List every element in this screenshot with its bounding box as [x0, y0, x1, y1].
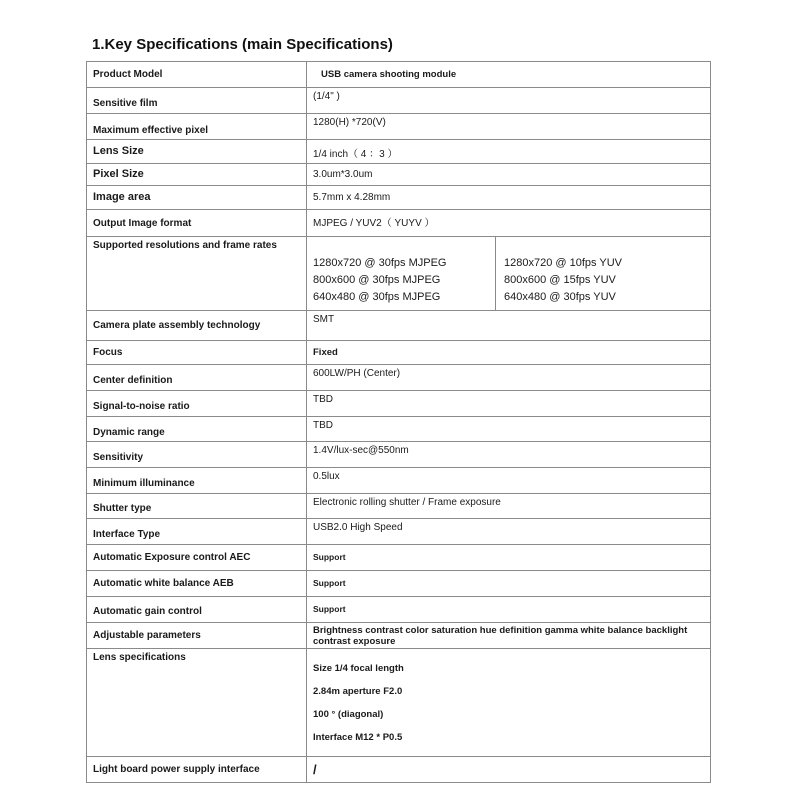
spec-label: Minimum illuminance — [87, 468, 307, 494]
spec-label: Product Model — [87, 62, 307, 88]
table-row — [87, 210, 711, 237]
spec-value: USB camera shooting module — [307, 62, 711, 88]
spec-label: Shutter type — [87, 494, 307, 519]
spec-label: Lens specifications — [87, 649, 307, 757]
spec-label: Sensitivity — [87, 442, 307, 468]
spec-value: 5.7mm x 4.28mm — [307, 186, 711, 210]
table-row — [87, 62, 711, 88]
spec-label: Signal-to-noise ratio — [87, 391, 307, 417]
table-row — [87, 597, 711, 623]
spec-label: Pixel Size — [87, 164, 307, 186]
spec-value: 3.0um*3.0um — [307, 164, 711, 186]
table-row — [87, 140, 711, 164]
table-row — [87, 365, 711, 391]
table-row — [87, 468, 711, 494]
spec-label: Focus — [87, 341, 307, 365]
table-row — [87, 88, 711, 114]
spec-value: 1/4 inch（ 4 ：3 ） — [307, 140, 711, 164]
spec-table — [86, 61, 711, 783]
spec-label: Adjustable parameters — [87, 623, 307, 649]
spec-label: Sensitive film — [87, 88, 307, 114]
spec-label: Interface Type — [87, 519, 307, 545]
spec-label: Supported resolutions and frame rates — [87, 237, 307, 311]
mjpeg-resolutions — [307, 237, 496, 310]
spec-value: TBD — [307, 391, 711, 417]
spec-label: Camera plate assembly technology — [87, 311, 307, 341]
lens-specs-list — [307, 649, 711, 757]
table-row — [87, 519, 711, 545]
table-row — [87, 649, 711, 757]
spec-label: Maximum effective pixel — [87, 114, 307, 140]
spec-value: 1280(H) *720(V) — [307, 114, 711, 140]
spec-value: Support — [307, 571, 711, 597]
lens-spec-item: Size 1/4 focal length — [313, 662, 404, 674]
spec-label: Image area — [87, 186, 307, 210]
spec-label: Automatic gain control — [87, 597, 307, 623]
table-row — [87, 571, 711, 597]
table-row — [87, 311, 711, 341]
resolution-item: 640x480 @ 30fps YUV — [504, 291, 616, 303]
spec-value: USB2.0 High Speed — [307, 519, 711, 545]
spec-value: 1.4V/lux-sec@550nm — [307, 442, 711, 468]
spec-label: Lens Size — [87, 140, 307, 164]
table-row — [87, 164, 711, 186]
spec-value: Support — [307, 597, 711, 623]
lens-spec-item: 2.84m aperture F2.0 — [313, 685, 403, 697]
resolution-item: 640x480 @ 30fps MJPEG — [313, 291, 441, 303]
spec-value: 0.5lux — [307, 468, 711, 494]
table-row — [87, 417, 711, 442]
lens-spec-item: Interface M12 * P0.5 — [313, 731, 403, 743]
document-title: 1.Key Specifications (main Specifications) — [92, 36, 393, 53]
table-row — [87, 623, 711, 649]
spec-value: TBD — [307, 417, 711, 442]
table-row — [87, 391, 711, 417]
table-row — [87, 442, 711, 468]
spec-value: Electronic rolling shutter / Frame exposure — [307, 494, 711, 519]
spec-value: MJPEG / YUV2（ YUYV ） — [307, 210, 711, 237]
spec-value: Brightness contrast color saturation hue definition gamma white balance backlight contrast exposure — [307, 623, 711, 649]
spec-value: Support — [307, 545, 711, 571]
table-row — [87, 494, 711, 519]
table-row — [87, 114, 711, 140]
table-row — [87, 237, 711, 311]
spec-value: SMT — [307, 311, 711, 341]
spec-label: Dynamic range — [87, 417, 307, 442]
spec-value: Fixed — [307, 341, 711, 365]
spec-label: Automatic white balance AEB — [87, 571, 307, 597]
spec-value: / — [307, 757, 711, 783]
resolution-item: 1280x720 @ 10fps YUV — [504, 257, 622, 269]
lens-spec-item: 100 ° (diagonal) — [313, 708, 384, 720]
table-row — [87, 757, 711, 783]
spec-label: Automatic Exposure control AEC — [87, 545, 307, 571]
resolution-item: 800x600 @ 30fps MJPEG — [313, 274, 441, 286]
spec-value: (1/4" ) — [307, 88, 711, 114]
table-row — [87, 545, 711, 571]
resolution-item: 800x600 @ 15fps YUV — [504, 274, 616, 286]
spec-value: 600LW/PH (Center) — [307, 365, 711, 391]
spec-label: Output Image format — [87, 210, 307, 237]
resolutions-cell — [307, 237, 711, 311]
spec-label: Light board power supply interface — [87, 757, 307, 783]
table-row — [87, 186, 711, 210]
yuv-resolutions — [496, 237, 710, 310]
resolution-item: 1280x720 @ 30fps MJPEG — [313, 257, 447, 269]
table-row — [87, 341, 711, 365]
spec-label: Center definition — [87, 365, 307, 391]
